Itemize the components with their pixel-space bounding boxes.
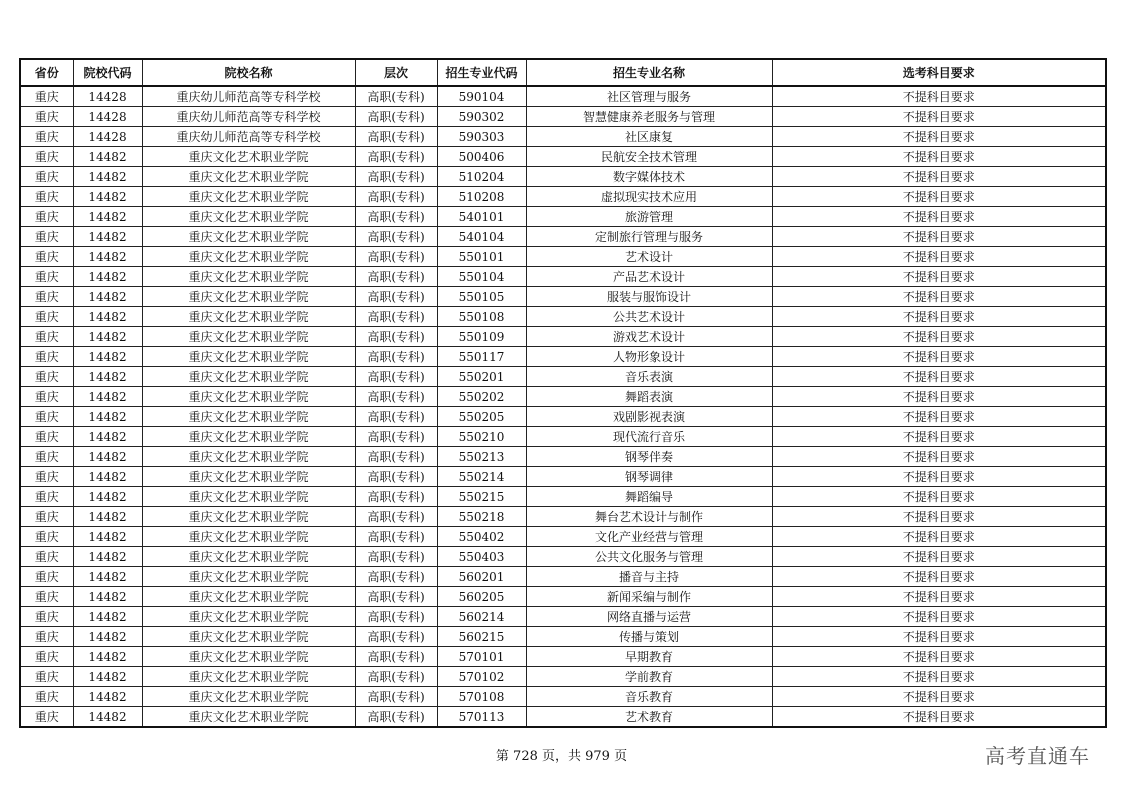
header-major-code: 招生专业代码 [437, 59, 526, 86]
cell-level: 高职(专科) [355, 127, 437, 147]
table-row [20, 347, 1106, 367]
cell-school-name: 重庆文化艺术职业学院 [142, 207, 355, 227]
cell-subject-requirement: 不提科目要求 [772, 227, 1106, 247]
cell-province: 重庆 [20, 647, 73, 667]
cell-school-code: 14482 [73, 247, 142, 267]
cell-level: 高职(专科) [355, 107, 437, 127]
cell-school-name: 重庆文化艺术职业学院 [142, 307, 355, 327]
cell-level: 高职(专科) [355, 387, 437, 407]
cell-province: 重庆 [20, 507, 73, 527]
cell-major-name: 舞蹈表演 [526, 387, 772, 407]
cell-school-code: 14482 [73, 387, 142, 407]
cell-school-name: 重庆文化艺术职业学院 [142, 647, 355, 667]
cell-level: 高职(专科) [355, 247, 437, 267]
cell-school-code: 14482 [73, 467, 142, 487]
cell-school-name: 重庆文化艺术职业学院 [142, 287, 355, 307]
cell-school-name: 重庆幼儿师范高等专科学校 [142, 127, 355, 147]
cell-school-code: 14482 [73, 407, 142, 427]
cell-subject-requirement: 不提科目要求 [772, 507, 1106, 527]
cell-school-code: 14428 [73, 107, 142, 127]
cell-school-name: 重庆文化艺术职业学院 [142, 487, 355, 507]
cell-level: 高职(专科) [355, 547, 437, 567]
table-row [20, 107, 1106, 127]
cell-province: 重庆 [20, 207, 73, 227]
cell-school-name: 重庆文化艺术职业学院 [142, 687, 355, 707]
cell-school-name: 重庆文化艺术职业学院 [142, 447, 355, 467]
cell-major-name: 舞蹈编导 [526, 487, 772, 507]
page-number: 第 728 页，共 979 页 [495, 749, 628, 764]
cell-subject-requirement: 不提科目要求 [772, 147, 1106, 167]
cell-major-code: 550218 [437, 507, 526, 527]
cell-school-name: 重庆文化艺术职业学院 [142, 187, 355, 207]
cell-province: 重庆 [20, 347, 73, 367]
cell-major-name: 产品艺术设计 [526, 267, 772, 287]
table-row [20, 327, 1106, 347]
cell-school-name: 重庆文化艺术职业学院 [142, 387, 355, 407]
cell-school-code: 14482 [73, 327, 142, 347]
cell-major-code: 550213 [437, 447, 526, 467]
cell-subject-requirement: 不提科目要求 [772, 487, 1106, 507]
cell-subject-requirement: 不提科目要求 [772, 687, 1106, 707]
table-row [20, 407, 1106, 427]
cell-major-name: 文化产业经营与管理 [526, 527, 772, 547]
cell-subject-requirement: 不提科目要求 [772, 287, 1106, 307]
cell-province: 重庆 [20, 387, 73, 407]
cell-subject-requirement: 不提科目要求 [772, 547, 1106, 567]
table-row [20, 387, 1106, 407]
cell-subject-requirement: 不提科目要求 [772, 427, 1106, 447]
cell-major-name: 旅游管理 [526, 207, 772, 227]
table-row [20, 187, 1106, 207]
cell-subject-requirement: 不提科目要求 [772, 347, 1106, 367]
cell-major-name: 公共艺术设计 [526, 307, 772, 327]
cell-major-code: 550215 [437, 487, 526, 507]
cell-province: 重庆 [20, 487, 73, 507]
cell-level: 高职(专科) [355, 487, 437, 507]
cell-subject-requirement: 不提科目要求 [772, 707, 1106, 728]
cell-school-name: 重庆文化艺术职业学院 [142, 507, 355, 527]
cell-major-code: 590303 [437, 127, 526, 147]
table-row [20, 467, 1106, 487]
cell-level: 高职(专科) [355, 167, 437, 187]
cell-school-code: 14482 [73, 187, 142, 207]
cell-school-code: 14482 [73, 287, 142, 307]
cell-province: 重庆 [20, 147, 73, 167]
cell-school-code: 14482 [73, 147, 142, 167]
cell-province: 重庆 [20, 247, 73, 267]
cell-province: 重庆 [20, 227, 73, 247]
cell-province: 重庆 [20, 307, 73, 327]
table-row [20, 687, 1106, 707]
header-row [20, 59, 1106, 86]
table-row [20, 247, 1106, 267]
cell-province: 重庆 [20, 267, 73, 287]
cell-major-code: 500406 [437, 147, 526, 167]
table-row [20, 167, 1106, 187]
cell-major-code: 560215 [437, 627, 526, 647]
cell-school-code: 14482 [73, 427, 142, 447]
cell-school-name: 重庆幼儿师范高等专科学校 [142, 107, 355, 127]
cell-level: 高职(专科) [355, 307, 437, 327]
cell-school-name: 重庆文化艺术职业学院 [142, 587, 355, 607]
cell-level: 高职(专科) [355, 327, 437, 347]
cell-level: 高职(专科) [355, 607, 437, 627]
cell-major-code: 570108 [437, 687, 526, 707]
cell-school-code: 14482 [73, 307, 142, 327]
cell-school-code: 14482 [73, 647, 142, 667]
cell-major-code: 540101 [437, 207, 526, 227]
header-school-code: 院校代码 [73, 59, 142, 86]
cell-major-code: 550403 [437, 547, 526, 567]
cell-school-name: 重庆幼儿师范高等专科学校 [142, 86, 355, 107]
cell-province: 重庆 [20, 707, 73, 728]
cell-level: 高职(专科) [355, 667, 437, 687]
cell-major-name: 游戏艺术设计 [526, 327, 772, 347]
table-row [20, 86, 1106, 107]
cell-major-name: 网络直播与运营 [526, 607, 772, 627]
cell-subject-requirement: 不提科目要求 [772, 327, 1106, 347]
cell-major-name: 新闻采编与制作 [526, 587, 772, 607]
table-row [20, 127, 1106, 147]
cell-province: 重庆 [20, 687, 73, 707]
cell-subject-requirement: 不提科目要求 [772, 207, 1106, 227]
cell-school-name: 重庆文化艺术职业学院 [142, 467, 355, 487]
cell-major-code: 560201 [437, 567, 526, 587]
cell-major-code: 550214 [437, 467, 526, 487]
cell-level: 高职(专科) [355, 567, 437, 587]
cell-school-code: 14482 [73, 667, 142, 687]
cell-school-name: 重庆文化艺术职业学院 [142, 547, 355, 567]
cell-province: 重庆 [20, 167, 73, 187]
cell-subject-requirement: 不提科目要求 [772, 627, 1106, 647]
cell-major-code: 550104 [437, 267, 526, 287]
table-row [20, 227, 1106, 247]
cell-major-name: 虚拟现实技术应用 [526, 187, 772, 207]
cell-major-name: 音乐表演 [526, 367, 772, 387]
cell-subject-requirement: 不提科目要求 [772, 407, 1106, 427]
cell-province: 重庆 [20, 547, 73, 567]
cell-school-name: 重庆文化艺术职业学院 [142, 327, 355, 347]
cell-subject-requirement: 不提科目要求 [772, 167, 1106, 187]
cell-school-name: 重庆文化艺术职业学院 [142, 367, 355, 387]
cell-level: 高职(专科) [355, 147, 437, 167]
cell-school-code: 14482 [73, 587, 142, 607]
cell-subject-requirement: 不提科目要求 [772, 187, 1106, 207]
table-row [20, 427, 1106, 447]
table-row [20, 507, 1106, 527]
cell-school-code: 14482 [73, 607, 142, 627]
table-row [20, 707, 1106, 728]
cell-level: 高职(专科) [355, 647, 437, 667]
cell-level: 高职(专科) [355, 627, 437, 647]
cell-school-name: 重庆文化艺术职业学院 [142, 707, 355, 728]
header-province: 省份 [20, 59, 73, 86]
table-row [20, 527, 1106, 547]
cell-major-code: 550402 [437, 527, 526, 547]
cell-school-name: 重庆文化艺术职业学院 [142, 347, 355, 367]
cell-province: 重庆 [20, 367, 73, 387]
cell-level: 高职(专科) [355, 187, 437, 207]
cell-school-code: 14482 [73, 507, 142, 527]
cell-major-code: 570102 [437, 667, 526, 687]
cell-school-code: 14482 [73, 547, 142, 567]
cell-subject-requirement: 不提科目要求 [772, 647, 1106, 667]
cell-level: 高职(专科) [355, 447, 437, 467]
cell-major-code: 550101 [437, 247, 526, 267]
cell-school-name: 重庆文化艺术职业学院 [142, 567, 355, 587]
cell-level: 高职(专科) [355, 207, 437, 227]
cell-province: 重庆 [20, 567, 73, 587]
cell-major-code: 560205 [437, 587, 526, 607]
header-level: 层次 [355, 59, 437, 86]
cell-major-code: 570101 [437, 647, 526, 667]
cell-level: 高职(专科) [355, 367, 437, 387]
cell-subject-requirement: 不提科目要求 [772, 607, 1106, 627]
cell-major-name: 钢琴伴奏 [526, 447, 772, 467]
cell-school-name: 重庆文化艺术职业学院 [142, 247, 355, 267]
cell-major-name: 服装与服饰设计 [526, 287, 772, 307]
cell-school-code: 14482 [73, 267, 142, 287]
cell-subject-requirement: 不提科目要求 [772, 107, 1106, 127]
cell-subject-requirement: 不提科目要求 [772, 667, 1106, 687]
cell-school-name: 重庆文化艺术职业学院 [142, 147, 355, 167]
cell-major-name: 音乐教育 [526, 687, 772, 707]
cell-major-name: 艺术教育 [526, 707, 772, 728]
cell-school-name: 重庆文化艺术职业学院 [142, 267, 355, 287]
cell-school-code: 14482 [73, 627, 142, 647]
cell-school-code: 14482 [73, 707, 142, 728]
cell-major-name: 社区康复 [526, 127, 772, 147]
table-row [20, 147, 1106, 167]
cell-major-code: 550201 [437, 367, 526, 387]
cell-subject-requirement: 不提科目要求 [772, 86, 1106, 107]
cell-province: 重庆 [20, 427, 73, 447]
cell-major-code: 510204 [437, 167, 526, 187]
cell-school-code: 14482 [73, 347, 142, 367]
header-major-name: 招生专业名称 [526, 59, 772, 86]
table-row [20, 667, 1106, 687]
cell-school-code: 14428 [73, 86, 142, 107]
table-row [20, 367, 1106, 387]
cell-province: 重庆 [20, 407, 73, 427]
cell-school-code: 14482 [73, 527, 142, 547]
cell-province: 重庆 [20, 607, 73, 627]
cell-subject-requirement: 不提科目要求 [772, 587, 1106, 607]
cell-major-code: 550108 [437, 307, 526, 327]
cell-province: 重庆 [20, 627, 73, 647]
cell-school-code: 14482 [73, 447, 142, 467]
cell-school-name: 重庆文化艺术职业学院 [142, 427, 355, 447]
cell-school-name: 重庆文化艺术职业学院 [142, 627, 355, 647]
cell-province: 重庆 [20, 527, 73, 547]
cell-major-name: 现代流行音乐 [526, 427, 772, 447]
cell-level: 高职(专科) [355, 707, 437, 728]
cell-level: 高职(专科) [355, 687, 437, 707]
cell-major-code: 550105 [437, 287, 526, 307]
cell-major-name: 播音与主持 [526, 567, 772, 587]
cell-major-name: 早期教育 [526, 647, 772, 667]
cell-major-code: 560214 [437, 607, 526, 627]
cell-school-name: 重庆文化艺术职业学院 [142, 667, 355, 687]
cell-level: 高职(专科) [355, 347, 437, 367]
cell-level: 高职(专科) [355, 86, 437, 107]
cell-school-code: 14482 [73, 167, 142, 187]
cell-major-code: 550205 [437, 407, 526, 427]
cell-province: 重庆 [20, 467, 73, 487]
cell-level: 高职(专科) [355, 287, 437, 307]
table-row [20, 307, 1106, 327]
cell-level: 高职(专科) [355, 527, 437, 547]
cell-subject-requirement: 不提科目要求 [772, 387, 1106, 407]
cell-school-code: 14482 [73, 687, 142, 707]
cell-major-name: 人物形象设计 [526, 347, 772, 367]
cell-major-code: 550117 [437, 347, 526, 367]
cell-level: 高职(专科) [355, 507, 437, 527]
cell-major-code: 570113 [437, 707, 526, 728]
table-row [20, 207, 1106, 227]
cell-school-code: 14428 [73, 127, 142, 147]
table-row [20, 547, 1106, 567]
cell-province: 重庆 [20, 86, 73, 107]
cell-province: 重庆 [20, 667, 73, 687]
cell-school-code: 14482 [73, 367, 142, 387]
cell-subject-requirement: 不提科目要求 [772, 367, 1106, 387]
cell-province: 重庆 [20, 127, 73, 147]
cell-school-code: 14482 [73, 487, 142, 507]
cell-school-name: 重庆文化艺术职业学院 [142, 407, 355, 427]
cell-level: 高职(专科) [355, 407, 437, 427]
cell-major-name: 定制旅行管理与服务 [526, 227, 772, 247]
cell-subject-requirement: 不提科目要求 [772, 527, 1106, 547]
header-school-name: 院校名称 [142, 59, 355, 86]
cell-major-name: 智慧健康养老服务与管理 [526, 107, 772, 127]
cell-major-code: 590302 [437, 107, 526, 127]
cell-major-name: 社区管理与服务 [526, 86, 772, 107]
cell-province: 重庆 [20, 187, 73, 207]
cell-major-name: 公共文化服务与管理 [526, 547, 772, 567]
cell-school-code: 14482 [73, 227, 142, 247]
cell-major-name: 传播与策划 [526, 627, 772, 647]
cell-province: 重庆 [20, 587, 73, 607]
cell-level: 高职(专科) [355, 227, 437, 247]
cell-school-name: 重庆文化艺术职业学院 [142, 167, 355, 187]
cell-major-name: 舞台艺术设计与制作 [526, 507, 772, 527]
cell-major-code: 510208 [437, 187, 526, 207]
cell-major-name: 戏剧影视表演 [526, 407, 772, 427]
cell-major-code: 540104 [437, 227, 526, 247]
cell-subject-requirement: 不提科目要求 [772, 467, 1106, 487]
cell-major-name: 钢琴调律 [526, 467, 772, 487]
cell-school-name: 重庆文化艺术职业学院 [142, 527, 355, 547]
table-row [20, 287, 1106, 307]
table-row [20, 607, 1106, 627]
table-row [20, 567, 1106, 587]
cell-subject-requirement: 不提科目要求 [772, 247, 1106, 267]
cell-subject-requirement: 不提科目要求 [772, 267, 1106, 287]
cell-school-name: 重庆文化艺术职业学院 [142, 607, 355, 627]
cell-major-name: 学前教育 [526, 667, 772, 687]
header-subject-requirement: 选考科目要求 [772, 59, 1106, 86]
cell-subject-requirement: 不提科目要求 [772, 127, 1106, 147]
cell-major-code: 550210 [437, 427, 526, 447]
cell-major-code: 590104 [437, 86, 526, 107]
cell-subject-requirement: 不提科目要求 [772, 447, 1106, 467]
table-header [20, 59, 1106, 86]
cell-major-name: 艺术设计 [526, 247, 772, 267]
cell-subject-requirement: 不提科目要求 [772, 567, 1106, 587]
watermark-logo: 高考直通车 [985, 744, 1090, 768]
cell-level: 高职(专科) [355, 467, 437, 487]
cell-province: 重庆 [20, 107, 73, 127]
table-row [20, 267, 1106, 287]
admission-table [19, 58, 1107, 728]
cell-level: 高职(专科) [355, 587, 437, 607]
table-row [20, 447, 1106, 467]
table-row [20, 487, 1106, 507]
cell-major-name: 数字媒体技术 [526, 167, 772, 187]
cell-major-code: 550109 [437, 327, 526, 347]
cell-province: 重庆 [20, 287, 73, 307]
table-row [20, 587, 1106, 607]
cell-school-name: 重庆文化艺术职业学院 [142, 227, 355, 247]
cell-subject-requirement: 不提科目要求 [772, 307, 1106, 327]
table-row [20, 647, 1106, 667]
table-body [20, 86, 1106, 727]
cell-school-code: 14482 [73, 207, 142, 227]
cell-school-code: 14482 [73, 567, 142, 587]
cell-province: 重庆 [20, 447, 73, 467]
cell-province: 重庆 [20, 327, 73, 347]
cell-major-code: 550202 [437, 387, 526, 407]
cell-level: 高职(专科) [355, 267, 437, 287]
table-row [20, 627, 1106, 647]
cell-level: 高职(专科) [355, 427, 437, 447]
cell-major-name: 民航安全技术管理 [526, 147, 772, 167]
